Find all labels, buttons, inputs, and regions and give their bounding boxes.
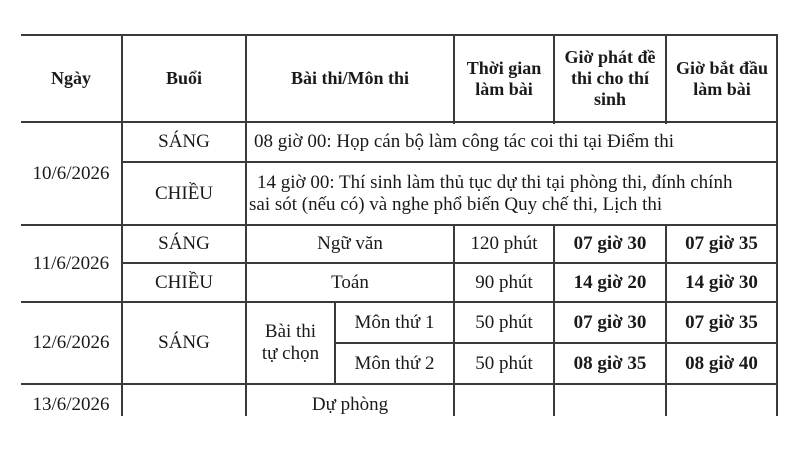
subject-cell: Toán <box>331 271 369 293</box>
subject-cell: Dự phòng <box>311 394 389 415</box>
distribute-time-cell: 14 giờ 20 <box>573 271 647 293</box>
distribute-time-cell: 07 giờ 30 <box>573 233 647 254</box>
duration-cell: 50 phút <box>475 311 533 333</box>
session-cell: CHIỀU <box>154 182 214 204</box>
session-cell: SÁNG <box>158 332 210 353</box>
date-cell: 13/6/2026 <box>32 394 110 415</box>
distribute-time-cell: 07 giờ 30 <box>573 311 647 333</box>
start-time-cell: 07 giờ 35 <box>685 311 758 333</box>
col-line <box>453 34 455 124</box>
note-cell: 08 giờ 00: Họp cán bộ làm công tác coi thi tại Điểm thi <box>254 131 675 152</box>
session-cell: CHIỀU <box>154 271 214 293</box>
elective-group-cell <box>247 303 334 383</box>
session-cell: SÁNG <box>158 131 210 152</box>
subject-cell: Ngữ văn <box>317 233 383 254</box>
start-time-cell: 08 giờ 40 <box>685 352 758 374</box>
header-session: Buổi <box>165 68 203 88</box>
distribute-time-cell: 08 giờ 35 <box>573 352 647 374</box>
duration-cell: 90 phút <box>475 271 533 293</box>
date-cell: 11/6/2026 <box>32 252 110 274</box>
note-line: sai sót (nếu có) và nghe phổ biến Quy chế thi, Lịch thi <box>249 193 663 215</box>
session-cell: SÁNG <box>158 233 210 254</box>
duration-cell: 120 phút <box>470 233 538 254</box>
header-distribute-time: Giờ phát đề thi cho thí sinh <box>564 47 656 109</box>
subject-cell: Môn thứ 1 <box>354 311 435 333</box>
start-time-cell: 07 giờ 35 <box>685 233 758 254</box>
header-subject: Bài thi/Môn thi <box>290 68 410 88</box>
group-line: tự chọn <box>261 343 320 364</box>
date-cell: 10/6/2026 <box>32 162 110 184</box>
note-cell <box>249 163 775 224</box>
subject-cell: Môn thứ 2 <box>354 352 435 374</box>
header-duration: Thời gian làm bài <box>466 57 542 99</box>
table-border-right <box>776 34 778 416</box>
date-cell: 12/6/2026 <box>32 332 110 353</box>
note-line: 14 giờ 00: Thí sinh làm thủ tục dự thi tại phòng thi, đính chính <box>257 171 733 193</box>
header-start-time: Giờ bắt đầu làm bài <box>676 57 768 99</box>
col-line <box>665 34 667 124</box>
header-date: Ngày <box>51 68 91 88</box>
duration-cell: 50 phút <box>475 352 533 374</box>
group-line: Bài thi <box>264 321 317 342</box>
col-line <box>553 34 555 124</box>
start-time-cell: 14 giờ 30 <box>685 271 758 293</box>
